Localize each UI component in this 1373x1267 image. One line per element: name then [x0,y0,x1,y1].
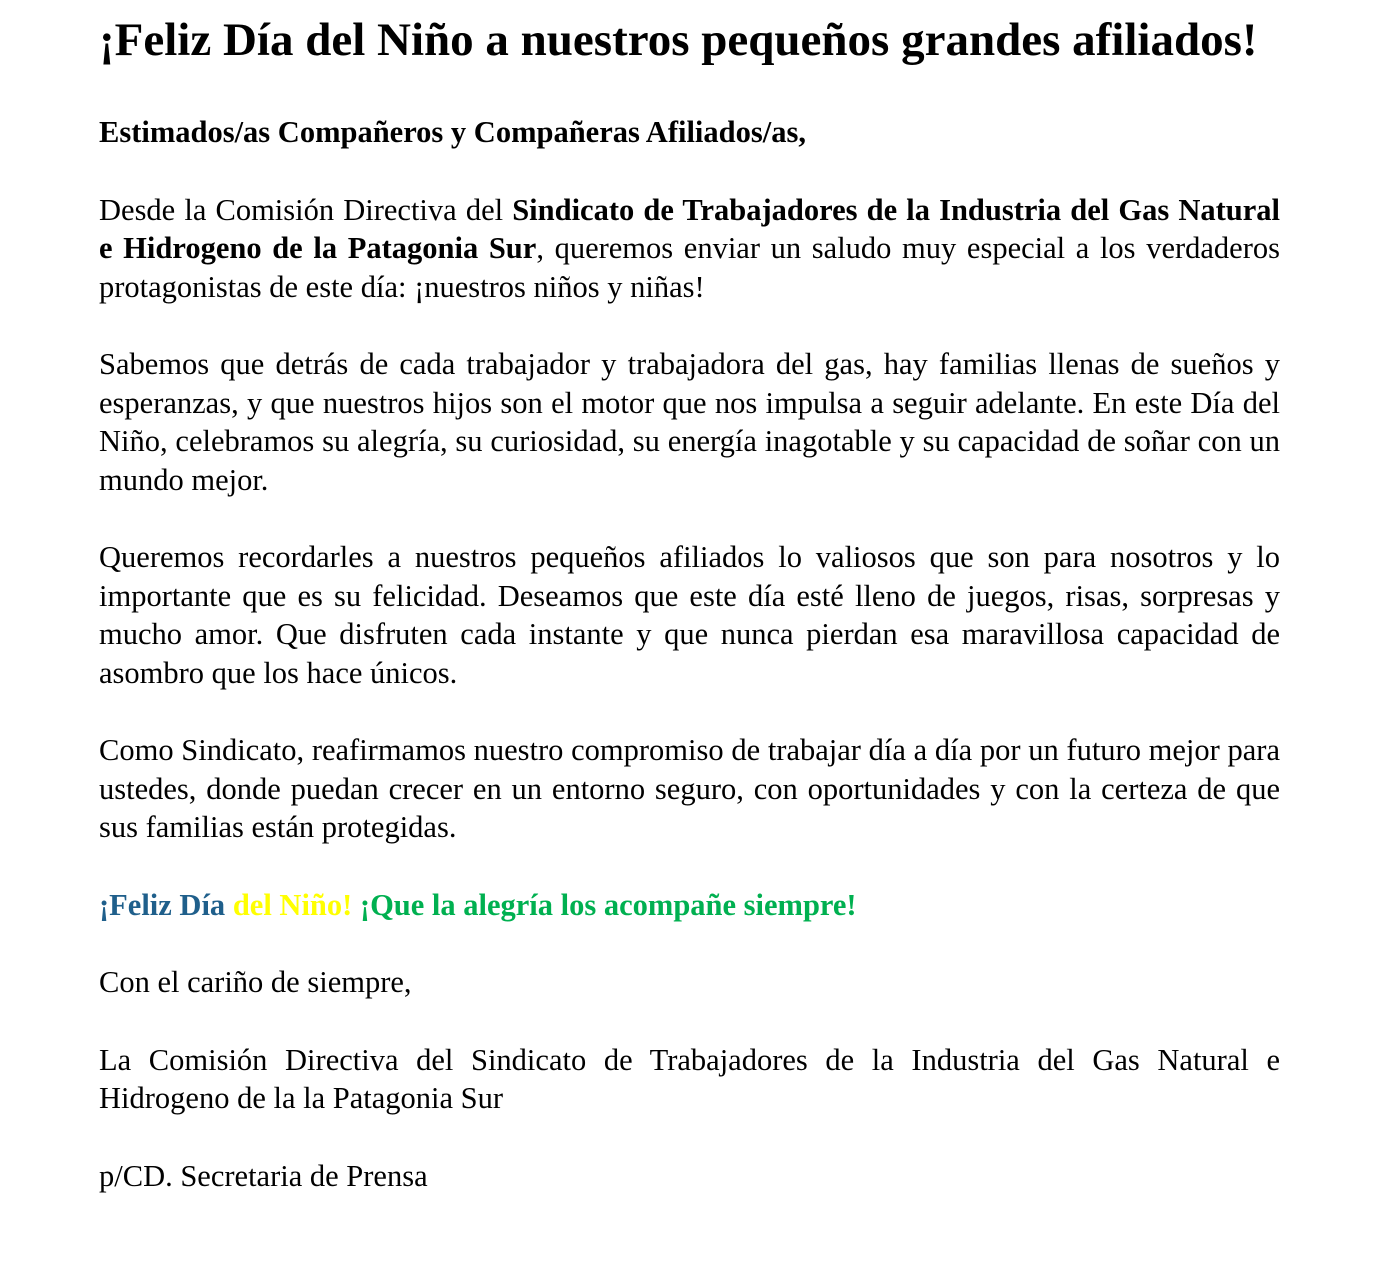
union-name: Sindicato de Trabajadores de la Industria del Gas Natural e Hidrogeno de la Patagonia Sur [99,192,1280,265]
intro-paragraph [99,191,1280,307]
closing-line: Con el cariño de siempre, [99,965,412,999]
wish-line [99,886,1280,925]
press-secretary-line: p/CD. Secretaria de Prensa [99,1158,428,1193]
greeting-line: Estimados/as Compañeros y Compañeras Afiliados/as, [99,115,806,149]
paragraph-children: Queremos recordarles a nuestros pequeños afiliados lo valiosos que son para nosotros y lo importante que es su felicidad. Deseamos que este día esté lleno de juegos, risas, sorpresas y mucho amor. Que disfruten cada instante y que nunca pierdan esa maravillosa capacidad de asombro que los hace únicos. [99,540,1280,690]
paragraph-families: Sabemos que detrás de cada trabajador y trabajadora del gas, hay familias llenas de sueños y esperanzas, y que nuestros hijos son el motor que nos impulsa a seguir adelante. En este Día del Niño, celebramos su alegría, su curiosidad, su energía inagotable y su capacidad de soñar con un mundo mejor. [99,347,1280,497]
wish-part-blue: ¡Feliz Día [99,887,226,922]
document-page [99,12,1280,1195]
paragraph-commitment: Como Sindicato, reafirmamos nuestro compromiso de trabajar día a día por un futuro mejor para ustedes, donde puedan crecer en un entorno seguro, con oportunidades y con la certeza de que sus familias están protegidas. [99,733,1280,844]
wish-part-green: ¡Que la alegría los acompañe siempre! [359,887,857,922]
intro-text-after: , queremos enviar un saludo muy especial a los verdaderos protagonistas de este día: ¡nuestros niños y niñas! [99,231,1280,304]
signature-block: La Comisión Directiva del Sindicato de Trabajadores de la Industria del Gas Natural e Hidrogeno de la la Patagonia Sur [99,1042,1280,1115]
wish-part-yellow: del Niño! [232,887,353,922]
document-title: ¡Feliz Día del Niño a nuestros pequeños grandes afiliados! [99,14,1258,66]
intro-text-before: Desde la Comisión Directiva del [99,192,513,227]
